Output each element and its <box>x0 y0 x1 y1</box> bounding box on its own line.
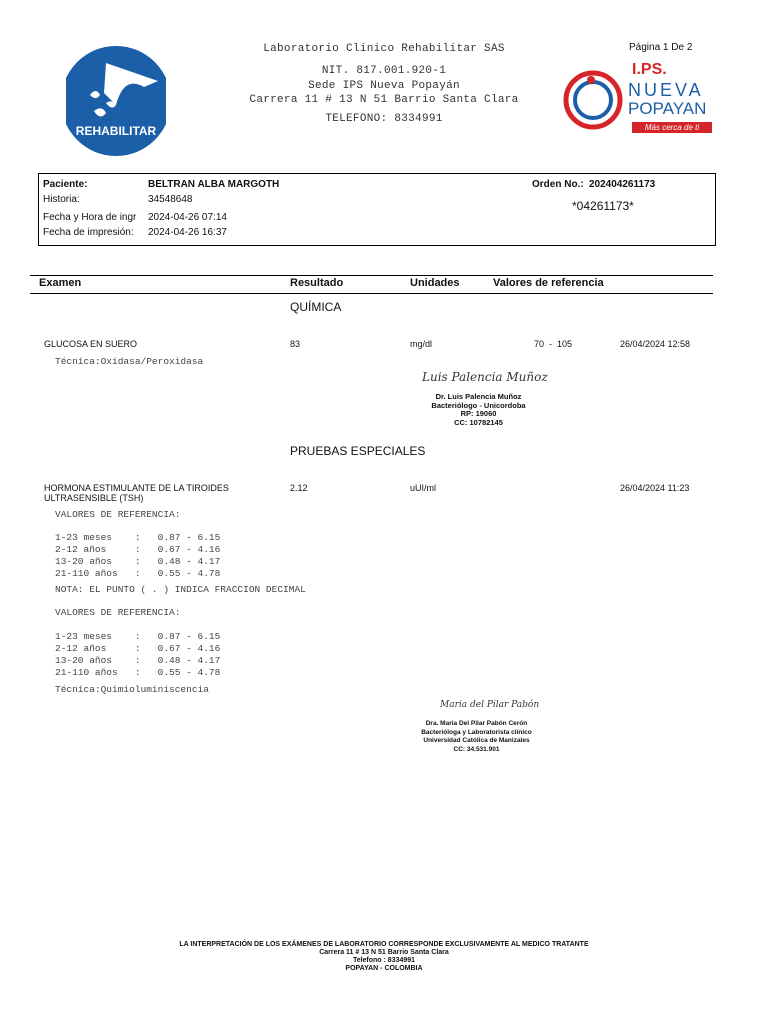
signature-script-palencia: Luis Palencia Muñoz <box>422 370 548 384</box>
order-label: Orden No.: <box>532 179 584 190</box>
signer-role: Bacterióloga y Laboratorista clínico <box>421 728 532 736</box>
test-ref-glucosa: 70 - 105 <box>534 339 573 349</box>
lab-phone: TELEFONO: 8334991 <box>325 113 443 125</box>
ref-row: 13-20 años : 0.48 - 4.17 <box>55 556 221 567</box>
signer-rp: RP: 19060 <box>460 409 497 418</box>
ips-logo-popayan: POPAYAN <box>628 99 707 118</box>
signer-name: Dr. Luis Palencia Muñoz <box>435 392 522 401</box>
ips-logo-ips: I.PS. <box>632 61 667 78</box>
ref-row: 21-110 años : 0.55 - 4.78 <box>55 667 221 678</box>
patient-name: BELTRAN ALBA MARGOTH <box>148 179 280 190</box>
ref-row: 1-23 meses : 0.87 - 6.15 <box>55 532 221 543</box>
ref-title-1: VALORES DE REFERENCIA: <box>55 509 181 520</box>
signer-role: Bacteriólogo - Unicordoba <box>431 400 526 410</box>
col-units: Unidades <box>410 277 460 289</box>
lab-name: Laboratorio Clinico Rehabilitar SAS <box>263 43 505 55</box>
tecnica-tsh: Técnica:Quimioluminiscencia <box>55 684 209 695</box>
page-number: Página 1 De 2 <box>629 42 693 53</box>
signature-block-pabon <box>404 720 549 754</box>
section-title-especiales: PRUEBAS ESPECIALES <box>290 444 426 458</box>
test-result-tsh: 2.12 <box>290 483 308 493</box>
signer-cc: CC: 10782145 <box>454 417 503 427</box>
lab-sede: Sede IPS Nueva Popayán <box>308 80 460 92</box>
signer-cc: CC: 34.531.901 <box>453 745 500 753</box>
footer-address: Carrera 11 # 13 N 51 Barrio Santa Clara <box>319 949 449 956</box>
footer-disclaimer: LA INTERPRETACIÓN DE LOS EXÁMENES DE LABORATORIO CORRESPONDE EXCLUSIVAMENTE AL MEDICO TRATANTE <box>179 941 589 948</box>
order-number: 202404261173 <box>589 179 656 190</box>
table-header-bottom-rule <box>30 293 713 294</box>
test-date-glucosa: 26/04/2024 12:58 <box>620 339 691 349</box>
signer-univ: Universidad Católica de Manizales <box>423 737 530 744</box>
tecnica-glucosa: Técnica:Oxidasa/Peroxidasa <box>55 356 204 367</box>
test-units-glucosa: mg/dl <box>410 339 433 349</box>
ref-row: 13-20 años : 0.48 - 4.17 <box>55 655 221 666</box>
footer-city: POPAYAN - COLOMBIA <box>345 965 423 972</box>
print-date-value: 2024-04-26 16:37 <box>148 227 227 238</box>
history-value: 34548648 <box>148 194 193 205</box>
signature-script-pabon: Maria del Pilar Pabón <box>440 700 540 710</box>
ips-logo-tagline: Más cerca de ti <box>632 122 712 133</box>
ips-logo-nueva: NUEVA <box>628 80 704 100</box>
patient-label: Paciente: <box>43 179 88 190</box>
signer-name: Dra. Maria Del Pilar Pabón Cerón <box>425 720 528 727</box>
barcode-text: *04261173* <box>572 199 634 213</box>
svg-text:REHABILITAR: REHABILITAR <box>75 124 157 138</box>
ref-row: 21-110 años : 0.55 - 4.78 <box>55 568 221 579</box>
col-result: Resultado <box>290 277 344 289</box>
signature-block-palencia <box>406 393 551 427</box>
section-title-quimica: QUÍMICA <box>290 300 342 314</box>
test-name-tsh <box>44 483 229 503</box>
test-name-tsh-line1: HORMONA ESTIMULANTE DE LA TIROIDES <box>44 483 229 493</box>
col-ref: Valores de referencia <box>493 277 604 289</box>
test-name-glucosa: GLUCOSA EN SUERO <box>44 339 138 349</box>
test-units-tsh: uUI/ml <box>410 483 437 493</box>
footer-phone: Telefono : 8334991 <box>352 957 416 964</box>
ref-title-2: VALORES DE REFERENCIA: <box>55 607 181 618</box>
history-label: Historia: <box>43 194 80 205</box>
ref-row: 2-12 años : 0.67 - 4.16 <box>55 643 221 654</box>
ref-row: 2-12 años : 0.67 - 4.16 <box>55 544 221 555</box>
ref-row: 1-23 meses : 0.87 - 6.15 <box>55 631 221 642</box>
ingreso-label: Fecha y Hora de ingr <box>43 212 137 223</box>
test-result-glucosa: 83 <box>290 339 301 349</box>
col-exam: Examen <box>39 277 82 289</box>
lab-address: Carrera 11 # 13 N 51 Barrio Santa Clara <box>249 94 519 106</box>
ref-nota: NOTA: EL PUNTO ( . ) INDICA FRACCION DECIMAL <box>55 584 306 595</box>
table-header-top-rule <box>30 275 713 276</box>
test-date-tsh: 26/04/2024 11:23 <box>620 483 690 493</box>
test-name-tsh-line2: ULTRASENSIBLE (TSH) <box>44 493 144 503</box>
lab-nit: NIT. 817.001.920-1 <box>321 65 447 77</box>
print-date-label: Fecha de impresión: <box>43 227 134 238</box>
ingreso-value: 2024-04-26 07:14 <box>148 212 227 223</box>
